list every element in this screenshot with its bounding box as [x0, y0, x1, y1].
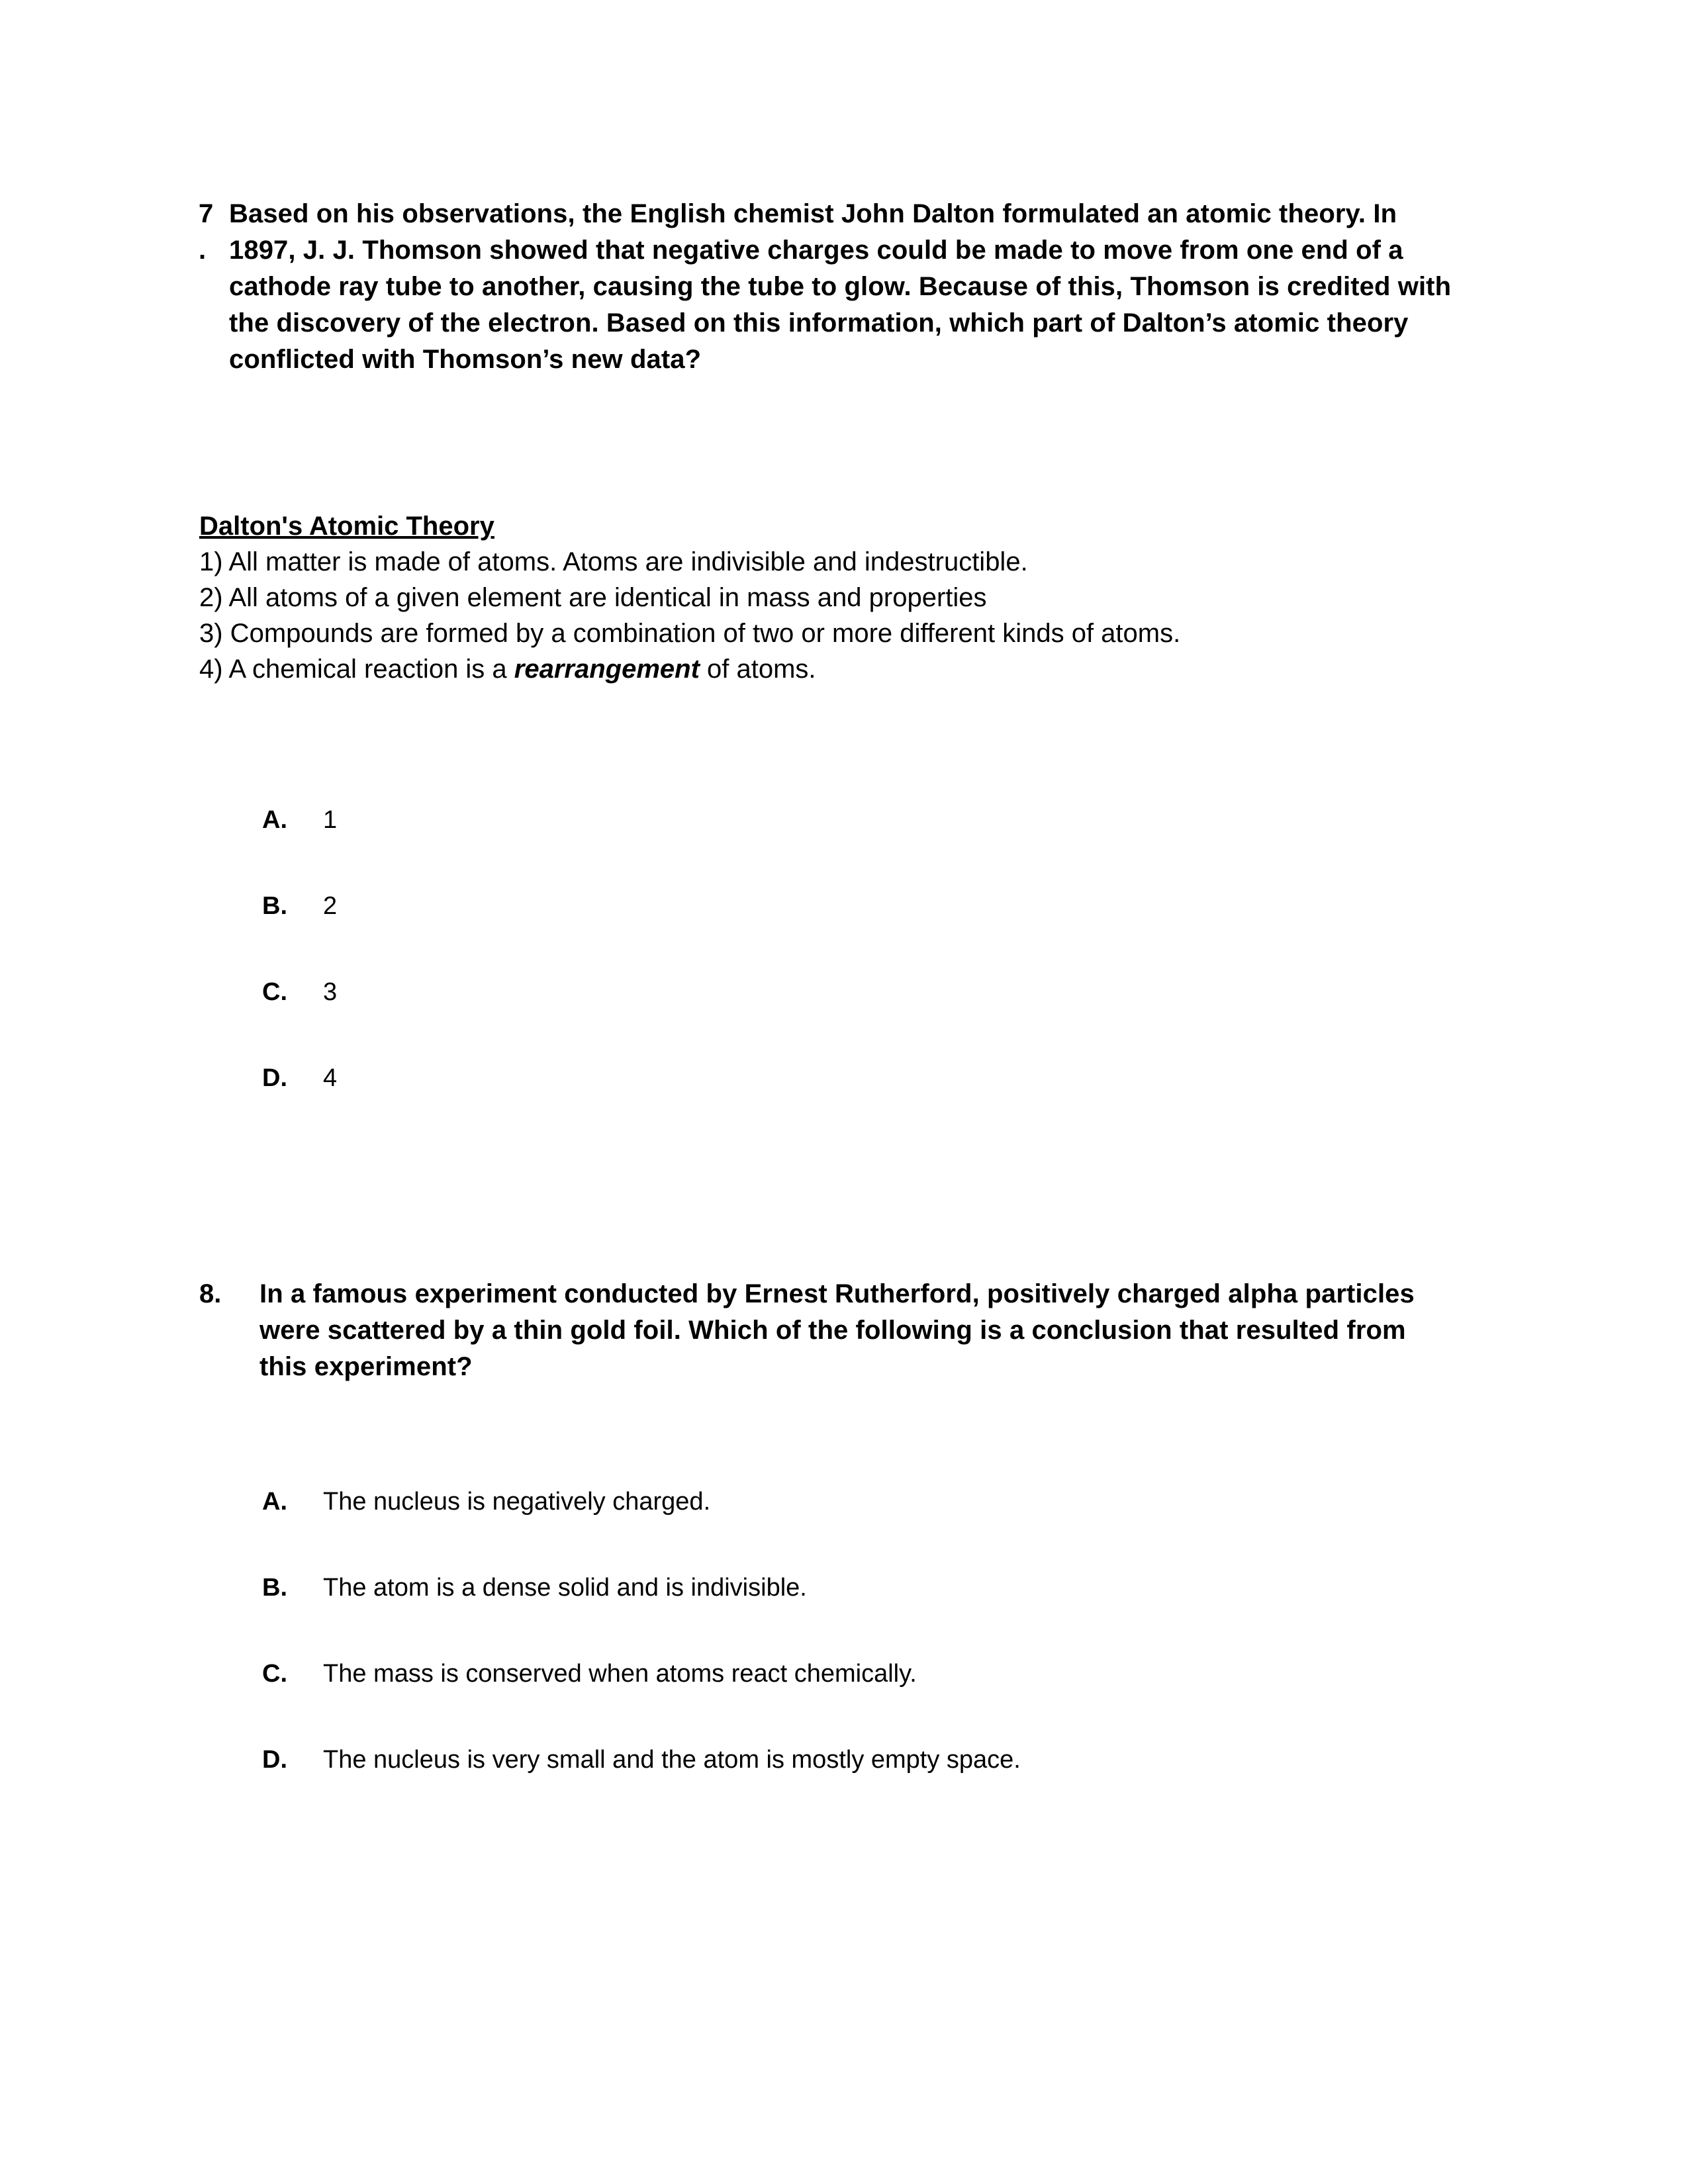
dalton-postulate-1-prefix: 1) All matter is made of atoms. Atoms are indivisible and indestructible.: [199, 547, 1028, 576]
dalton-postulate-4-emphasis: rearrangement: [514, 655, 700, 684]
dalton-postulate-4-suffix: of atoms.: [699, 655, 816, 684]
question-7-option-c-text: 3: [323, 978, 338, 1006]
question-8-option-c-text: The mass is conserved when atoms react chemically.: [323, 1660, 917, 1688]
question-7-number-period: .: [199, 236, 207, 265]
question-7-option-a[interactable]: [262, 805, 1189, 891]
question-8-option-a-text: The nucleus is negatively charged.: [323, 1488, 711, 1516]
question-8-option-a-letter: A.: [262, 1488, 287, 1516]
question-8-option-d-text: The nucleus is very small and the atom is mostly empty space.: [323, 1746, 1021, 1774]
question-8-option-d[interactable]: [262, 1745, 1387, 1831]
question-8-prompt: In a famous experiment conducted by Ernest Rutherford, positively charged alpha particles were scattered by a thin gold foil. Which of the following is a conclusion that resulted from this experiment?: [259, 1279, 1415, 1381]
dalton-title: Dalton's Atomic Theory: [199, 512, 494, 541]
question-7-row: [199, 196, 1470, 378]
question-7-option-b[interactable]: [262, 891, 1189, 977]
question-7-option-a-letter: A.: [262, 806, 287, 834]
question-8-option-b[interactable]: [262, 1572, 1387, 1659]
question-7-number-digit: 7: [199, 199, 214, 228]
dalton-postulate-2-prefix: 2) All atoms of a given element are identical in mass and properties: [199, 583, 987, 612]
question-8-options: [262, 1486, 1387, 1831]
question-8-option-d-letter: D.: [262, 1746, 287, 1774]
question-7: [199, 196, 1470, 378]
question-8-number: 8.: [199, 1279, 222, 1308]
dalton-postulate-3-prefix: 3) Compounds are formed by a combination of two or more different kinds of atoms.: [199, 619, 1181, 648]
question-7-option-b-text: 2: [323, 892, 338, 920]
question-8: [199, 1276, 1457, 1385]
question-7-option-a-text: 1: [323, 806, 338, 834]
question-8-option-c-letter: C.: [262, 1660, 287, 1688]
question-8-option-b-text: The atom is a dense solid and is indivisible.: [323, 1574, 807, 1602]
dalton-title-wrapper: [199, 508, 1457, 544]
question-8-option-c[interactable]: [262, 1659, 1387, 1745]
dalton-reference-box: [199, 508, 1457, 687]
dalton-postulate-2: [199, 580, 1457, 615]
question-7-option-c[interactable]: [262, 977, 1189, 1063]
question-8-row: [199, 1276, 1457, 1385]
dalton-postulate-4-prefix: 4) A chemical reaction is a: [199, 655, 514, 684]
dalton-postulate-4: [199, 651, 1457, 687]
question-7-option-b-letter: B.: [262, 892, 287, 920]
question-7-option-c-letter: C.: [262, 978, 287, 1006]
dalton-postulate-1: [199, 544, 1457, 580]
question-8-option-a[interactable]: [262, 1486, 1387, 1572]
question-7-option-d-letter: D.: [262, 1064, 287, 1092]
question-7-option-d[interactable]: [262, 1063, 1189, 1149]
dalton-postulate-3: [199, 615, 1457, 651]
question-8-option-b-letter: B.: [262, 1574, 287, 1602]
question-7-option-d-text: 4: [323, 1064, 338, 1092]
question-7-prompt: Based on his observations, the English chemist John Dalton formulated an atomic theory. In 1897, J. J. Thomson showed that negative charges could be made to move from one end of a cathode ray tube to another, causing the tube to glow. Because of this, Thomson is credited with the discovery of the electron. Based on this information, which part of Dalton’s atomic theory conflicted with Thomson’s new data?: [229, 199, 1452, 374]
question-7-number: [199, 196, 229, 269]
question-7-options: [262, 805, 1189, 1149]
